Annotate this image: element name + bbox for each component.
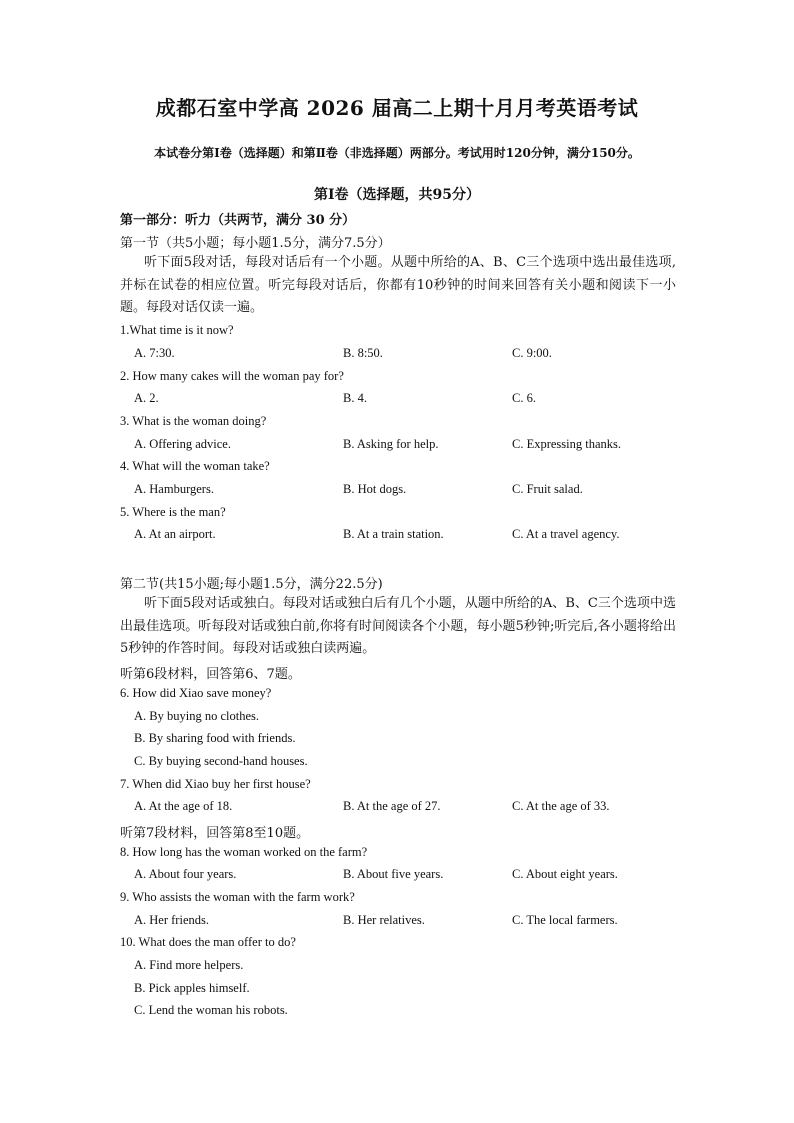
q7-option-b: B. At the age of 27. [343, 799, 441, 813]
q3-option-a: A. Offering advice. [134, 437, 231, 451]
material-6-heading: 听第6段材料，回答第6、7题。 [120, 667, 301, 682]
section2-instruction: 听下面5段对话或独白。每段对话或独白后有几个小题，从题中所给的A、B、C三个选项中选出最佳选项。听每段对话或独白前,你将有时间阅读各个小题，每小题5秒钟;听完后,各小题将给出5秒钟的作答时间。每段对话或独白读两遍。 [120, 596, 676, 657]
section2-heading: 第二节(共15小题;每小题1.5分，满分22.5分) [120, 577, 383, 592]
question-8: 8. How long has the woman worked on the farm? [120, 845, 368, 859]
q9-option-a: A. Her friends. [134, 913, 209, 927]
q6-option-b: B. By sharing food with friends. [134, 731, 296, 745]
question-4: 4. What will the woman take? [120, 459, 270, 473]
question-9: 9. Who assists the woman with the farm work? [120, 890, 355, 904]
q1-option-c: C. 9:00. [512, 346, 552, 360]
question-3: 3. What is the woman doing? [120, 414, 267, 428]
q6-option-c: C. By buying second-hand houses. [134, 754, 308, 768]
q4-option-a: A. Hamburgers. [134, 482, 214, 496]
section1-heading: 第一节（共5小题；每小题1.5分，满分7.5分） [120, 236, 391, 251]
question-2: 2. How many cakes will the woman pay for? [120, 369, 344, 383]
q4-option-b: B. Hot dogs. [343, 482, 407, 496]
q10-option-b: B. Pick apples himself. [134, 981, 250, 995]
q3-option-b: B. Asking for help. [343, 437, 439, 451]
q7-option-a: A. At the age of 18. [134, 799, 233, 813]
volume-heading: 第Ⅰ卷（选择题，共95分） [313, 187, 481, 203]
exam-notice: 本试卷分第Ⅰ卷（选择题）和第Ⅱ卷（非选择题）两部分。考试用时120分钟，满分150分。 [154, 146, 640, 160]
q10-option-c: C. Lend the woman his robots. [134, 1003, 288, 1017]
question-7: 7. When did Xiao buy her first house? [120, 777, 311, 791]
question-5: 5. Where is the man? [120, 505, 226, 519]
part1-heading: 第一部分：听力（共两节，满分 30 分） [120, 213, 356, 228]
q8-option-a: A. About four years. [134, 867, 237, 881]
q1-option-a: A. 7:30. [134, 346, 175, 360]
q8-option-c: C. About eight years. [512, 867, 618, 881]
material-7-heading: 听第7段材料，回答第8至10题。 [120, 826, 310, 841]
q6-option-a: A. By buying no clothes. [134, 709, 259, 723]
q5-option-c: C. At a travel agency. [512, 527, 620, 541]
q4-option-c: C. Fruit salad. [512, 482, 583, 496]
q8-option-b: B. About five years. [343, 867, 444, 881]
q3-option-c: C. Expressing thanks. [512, 437, 622, 451]
q1-option-b: B. 8:50. [343, 346, 383, 360]
question-10: 10. What does the man offer to do? [120, 935, 296, 949]
section1-instruction: 听下面5段对话，每段对话后有一个小题。从题中所给的A、B、C三个选项中选出最佳选项,并标在试卷的相应位置。听完每段对话后，你都有10秒钟的时间来回答有关小题和阅读下一小题。每段对话仅读一遍。 [120, 255, 676, 316]
q10-option-a: A. Find more helpers. [134, 958, 244, 972]
question-1: 1.What time is it now? [120, 323, 234, 337]
q7-option-c: C. At the age of 33. [512, 799, 610, 813]
q2-option-c: C. 6. [512, 391, 536, 405]
exam-title: 成都石室中学高 2026 届高二上期十月月考英语考试 [155, 96, 639, 120]
q9-option-c: C. The local farmers. [512, 913, 618, 927]
q9-option-b: B. Her relatives. [343, 913, 425, 927]
q5-option-b: B. At a train station. [343, 527, 444, 541]
q2-option-a: A. 2. [134, 391, 159, 405]
q5-option-a: A. At an airport. [134, 527, 216, 541]
question-6: 6. How did Xiao save money? [120, 686, 272, 700]
q2-option-b: B. 4. [343, 391, 367, 405]
